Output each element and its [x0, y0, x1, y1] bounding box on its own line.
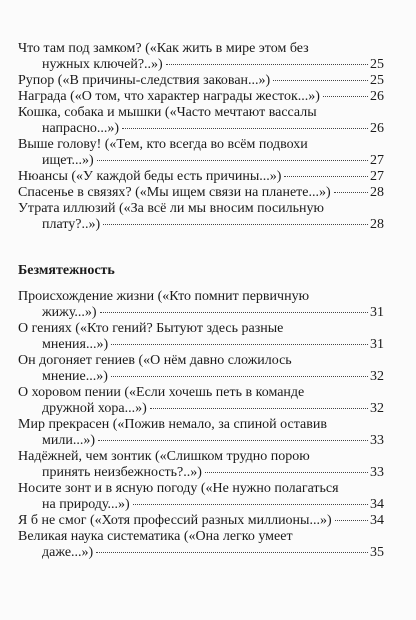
toc-entry-title-line	[18, 529, 384, 545]
toc-entry-continuation-line	[18, 337, 384, 353]
toc-entry	[18, 73, 384, 89]
toc-entry	[18, 385, 384, 417]
page-number: 31	[370, 337, 384, 352]
toc-entry-title-line	[18, 105, 384, 121]
toc-entry	[18, 89, 384, 105]
toc-entry-text: Великая наука систематика («Она легко умеет	[18, 529, 293, 544]
toc-entry-text: Он догоняет гениев («О нём давно сложилось	[18, 353, 292, 368]
toc-entry-continuation-line	[18, 433, 384, 449]
toc-entry-title-line	[18, 449, 384, 465]
toc-entry-text: дружной хора...»)	[42, 401, 147, 416]
page-number: 33	[370, 433, 384, 448]
toc-entry-text: Утрата иллюзий («За всё ли мы вносим посильную	[18, 201, 324, 216]
toc-entry-continuation-line	[18, 57, 384, 73]
dot-leader	[335, 520, 368, 521]
dot-leader	[273, 80, 368, 81]
page-number: 26	[370, 121, 384, 136]
toc-entry	[18, 137, 384, 169]
toc-entry-text: даже...»)	[42, 545, 94, 560]
section-heading: Безмятежность	[18, 263, 115, 278]
toc-entry-title-line	[18, 289, 384, 305]
toc-entry-title-line	[18, 353, 384, 369]
toc-entry-text: ищет...»)	[42, 153, 94, 168]
toc-entry	[18, 41, 384, 73]
toc-entry-continuation-line	[18, 497, 384, 513]
toc-entry	[18, 353, 384, 385]
page-number: 35	[370, 545, 384, 560]
toc-entry	[18, 513, 384, 529]
dot-leader	[133, 504, 368, 505]
dot-leader	[334, 192, 368, 193]
toc-entry	[18, 529, 384, 561]
toc-entry-text: мнения...»)	[42, 337, 109, 352]
toc-entry-text: Кошка, собака и мышки («Часто мечтают вассалы	[18, 105, 317, 120]
toc-entry-text: О гениях («Кто гений? Бытуют здесь разные	[18, 321, 284, 336]
page-number: 31	[370, 305, 384, 320]
toc-entry-title-line	[18, 137, 384, 153]
toc-entry-text: Спасенье в связях? («Мы ищем связи на планете...»)	[18, 185, 331, 200]
page-number: 25	[370, 57, 384, 72]
dot-leader	[111, 344, 368, 345]
toc-entry-title-line	[18, 185, 384, 201]
toc-list-top	[18, 41, 384, 233]
toc-entry-text: жижу...»)	[42, 305, 97, 320]
dot-leader	[103, 224, 368, 225]
toc-entry	[18, 201, 384, 233]
toc-entry	[18, 185, 384, 201]
toc-entry	[18, 169, 384, 185]
toc-entry-continuation-line	[18, 121, 384, 137]
page-number: 27	[370, 169, 384, 184]
page-number: 34	[370, 513, 384, 528]
dot-leader	[100, 312, 368, 313]
toc-entry-title-line	[18, 73, 384, 89]
dot-leader	[166, 64, 368, 65]
toc-entry	[18, 105, 384, 137]
toc-entry-title-line	[18, 417, 384, 433]
page-number: 32	[370, 401, 384, 416]
toc-entry-text: напрасно...»)	[42, 121, 120, 136]
toc-entry-text: принять неизбежность?..»)	[42, 465, 202, 480]
toc-entry-text: плату?..»)	[42, 217, 101, 232]
toc-entry-title-line	[18, 41, 384, 57]
toc-entry-text: Я б не смог («Хотя профессий разных миллионы...»)	[18, 513, 332, 528]
dot-leader	[96, 552, 368, 553]
page-number: 34	[370, 497, 384, 512]
toc-entry-text: Награда («О том, что характер награды жесток...»)	[18, 89, 320, 104]
toc-entry-title-line	[18, 513, 384, 529]
page-number: 26	[370, 89, 384, 104]
page-number: 28	[370, 185, 384, 200]
dot-leader	[97, 160, 368, 161]
toc-entry-continuation-line	[18, 465, 384, 481]
toc-entry-text: Выше голову! («Тем, кто всегда во всём подвохи	[18, 137, 308, 152]
dot-leader	[205, 472, 368, 473]
page-number: 33	[370, 465, 384, 480]
toc-entry	[18, 417, 384, 449]
toc-entry-title-line	[18, 385, 384, 401]
toc-entry-text: О хоровом пении («Если хочешь петь в команде	[18, 385, 305, 400]
toc-entry	[18, 481, 384, 513]
dot-leader	[323, 96, 368, 97]
toc-entry-title-line	[18, 169, 384, 185]
toc-entry-title-line	[18, 481, 384, 497]
toc-entry-continuation-line	[18, 153, 384, 169]
toc-entry-title-line	[18, 89, 384, 105]
toc-entry-title-line	[18, 201, 384, 217]
page-number: 25	[370, 73, 384, 88]
toc-entry-title-line	[18, 321, 384, 337]
toc-entry-text: Рупор («В причины-следствия закован...»)	[18, 73, 271, 88]
toc-entry	[18, 321, 384, 353]
dot-leader	[98, 440, 368, 441]
toc-list-section	[18, 289, 384, 561]
toc-entry	[18, 449, 384, 481]
toc-entry-continuation-line	[18, 545, 384, 561]
toc-entry-continuation-line	[18, 305, 384, 321]
toc-entry-text: мнение...»)	[42, 369, 108, 384]
page-number: 32	[370, 369, 384, 384]
dot-leader	[111, 376, 368, 377]
toc-entry-text: Носите зонт и в ясную погоду («Не нужно полагаться	[18, 481, 339, 496]
page-number: 27	[370, 153, 384, 168]
toc-entry-text: Нюансы («У каждой беды есть причины...»)	[18, 169, 282, 184]
page-number: 28	[370, 217, 384, 232]
toc-entry	[18, 289, 384, 321]
toc-entry-text: Происхождение жизни («Кто помнит первичную	[18, 289, 310, 304]
dot-leader	[150, 408, 368, 409]
toc-entry-text: мили...»)	[42, 433, 95, 448]
toc-entry-text: на природу...»)	[42, 497, 130, 512]
dot-leader	[122, 128, 368, 129]
toc-entry-text: Что там под замком? («Как жить в мире этом без	[18, 41, 309, 56]
toc-entry-text: нужных ключей?..»)	[42, 57, 163, 72]
toc-entry-continuation-line	[18, 217, 384, 233]
toc-entry-continuation-line	[18, 401, 384, 417]
toc-entry-text: Надёжней, чем зонтик («Слишком трудно порою	[18, 449, 310, 464]
toc-entry-continuation-line	[18, 369, 384, 385]
dot-leader	[284, 176, 368, 177]
toc-entry-text: Мир прекрасен («Пожив немало, за спиной оставив	[18, 417, 327, 432]
